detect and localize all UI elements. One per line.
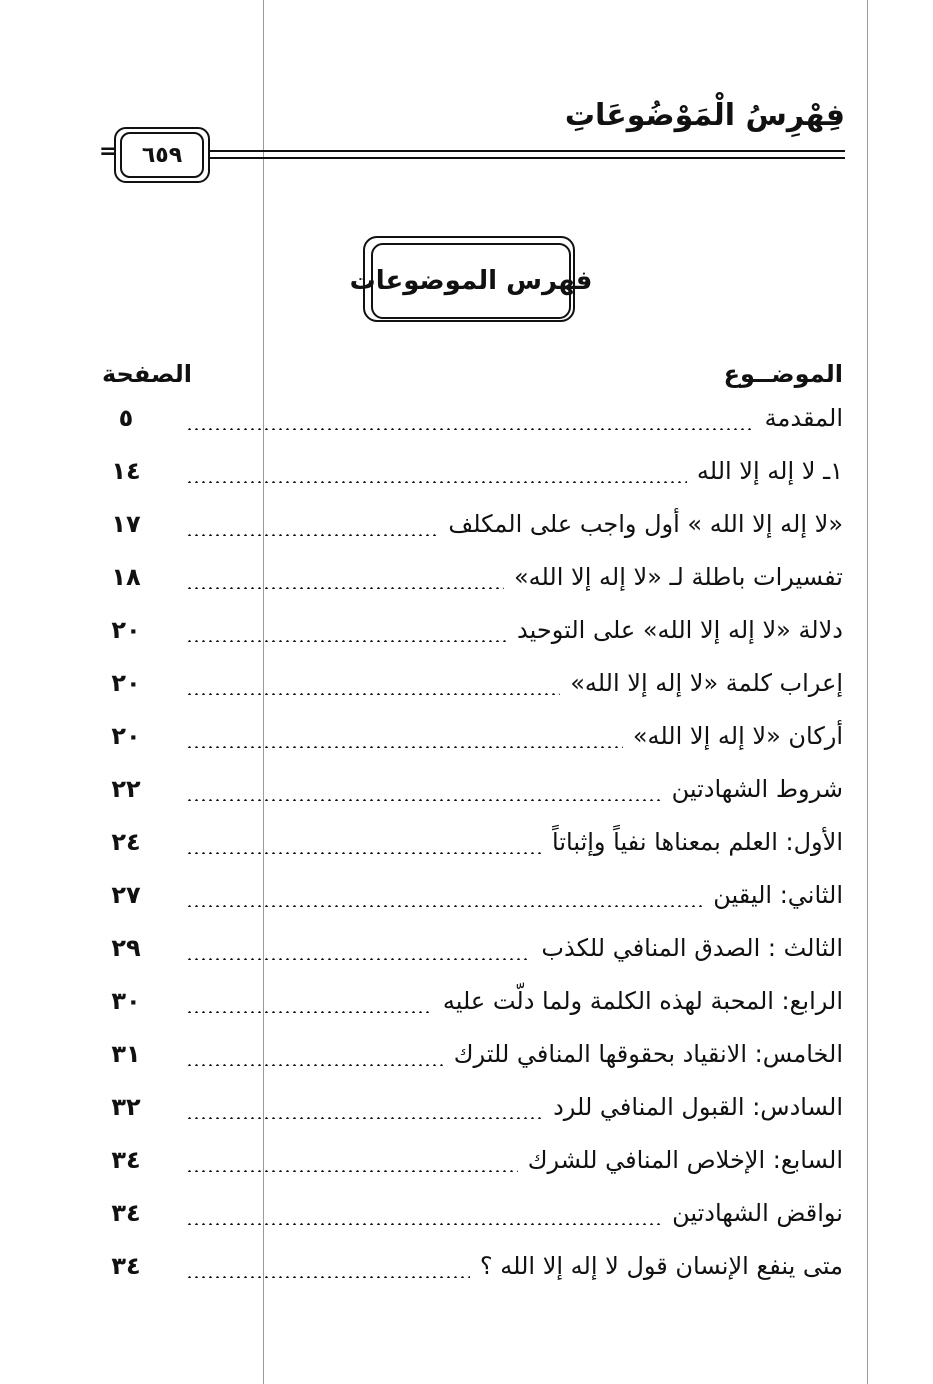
topic-text: الأول: العلم بمعناها نفياً وإثباتاً [552, 828, 843, 856]
list-item [96, 712, 843, 760]
leader-dots [186, 1011, 433, 1013]
page-column-header: الصفحة [102, 360, 193, 388]
running-header-title: فِهْرِسُ الْمَوْضُوعَاتِ [564, 98, 845, 133]
topic-text: دلالة «لا إله إلا الله» على التوحيد [517, 616, 843, 644]
leader-dots [186, 746, 623, 748]
list-item [96, 977, 843, 1025]
list-item [96, 659, 843, 707]
leader-dots [186, 799, 662, 801]
header-rule-top [210, 150, 845, 152]
page-edge-line [867, 0, 868, 1384]
topic-text: أركان «لا إله إلا الله» [632, 722, 843, 750]
topic-text: الرابع: المحبة لهذه الكلمة ولما دلّت عليه [442, 987, 843, 1015]
index-title: فهرس الموضوعات [371, 243, 571, 319]
page-ref: ٣١ [111, 1040, 141, 1068]
page-ref: ٢٠ [111, 722, 141, 750]
list-item [96, 500, 843, 548]
page-ref: ٣٠ [111, 987, 141, 1015]
leader-dots [186, 1117, 543, 1119]
page-ref: ١٨ [111, 563, 141, 591]
page-ref: ٢٩ [111, 934, 141, 962]
header-rule-bottom [210, 157, 845, 159]
topic-text: الخامس: الانقياد بحقوقها المنافي للترك [453, 1040, 843, 1068]
list-item [96, 447, 843, 495]
page-ref: ٣٤ [111, 1252, 141, 1280]
page-ref: ٣٤ [111, 1199, 141, 1227]
leader-dots [186, 1170, 518, 1172]
list-item [96, 871, 843, 919]
list-item [96, 1242, 843, 1290]
topic-text: المقدمة [764, 404, 843, 432]
leader-dots [186, 958, 531, 960]
topic-text: الثاني: اليقين [713, 881, 843, 909]
leader-dots [186, 905, 703, 907]
list-item [96, 394, 843, 442]
page-ref: ١٧ [111, 510, 141, 538]
page-ref: ٥ [118, 404, 134, 432]
page-ref: ٢٤ [111, 828, 141, 856]
list-item [96, 765, 843, 813]
topic-text: «لا إله إلا الله » أول واجب على المكلف [448, 510, 843, 538]
page-ref: ٢٠ [111, 669, 141, 697]
topic-text: تفسيرات باطلة لـ «لا إله إلا الله» [513, 563, 843, 591]
list-item [96, 1189, 843, 1237]
topic-text: شروط الشهادتين [671, 775, 843, 803]
leader-dots [186, 587, 504, 589]
page-ref: ٢٢ [111, 775, 141, 803]
list-item [96, 924, 843, 972]
topic-text: السادس: القبول المنافي للرد [553, 1093, 843, 1121]
list-item [96, 1136, 843, 1184]
header-rule-end: = [99, 139, 118, 164]
leader-dots [186, 534, 438, 536]
topic-text: نواقض الشهادتين [672, 1199, 843, 1227]
leader-dots [186, 693, 560, 695]
leader-dots [186, 481, 687, 483]
list-item [96, 606, 843, 654]
list-item [96, 553, 843, 601]
leader-dots [186, 1276, 470, 1278]
list-item [96, 1083, 843, 1131]
page-ref: ٣٤ [111, 1146, 141, 1174]
page-ref: ١٤ [111, 457, 141, 485]
leader-dots [186, 1223, 662, 1225]
page-number: ٦٥٩ [120, 132, 204, 178]
leader-dots [186, 428, 755, 430]
page-ref: ٢٧ [111, 881, 141, 909]
page-ref: ٣٢ [111, 1093, 141, 1121]
page-ref: ٢٠ [111, 616, 141, 644]
list-item [96, 818, 843, 866]
leader-dots [186, 852, 542, 854]
list-item [96, 1030, 843, 1078]
topic-text: الثالث : الصدق المنافي للكذب [541, 934, 843, 962]
topic-text: متى ينفع الإنسان قول لا إله إلا الله ؟ [479, 1252, 843, 1280]
topic-column-header: الموضــوع [723, 360, 843, 388]
leader-dots [186, 1064, 444, 1066]
topic-text: إعراب كلمة «لا إله إلا الله» [570, 669, 843, 697]
leader-dots [186, 640, 507, 642]
topic-text: ١ـ لا إله إلا الله [696, 457, 843, 485]
topic-text: السابع: الإخلاص المنافي للشرك [527, 1146, 843, 1174]
